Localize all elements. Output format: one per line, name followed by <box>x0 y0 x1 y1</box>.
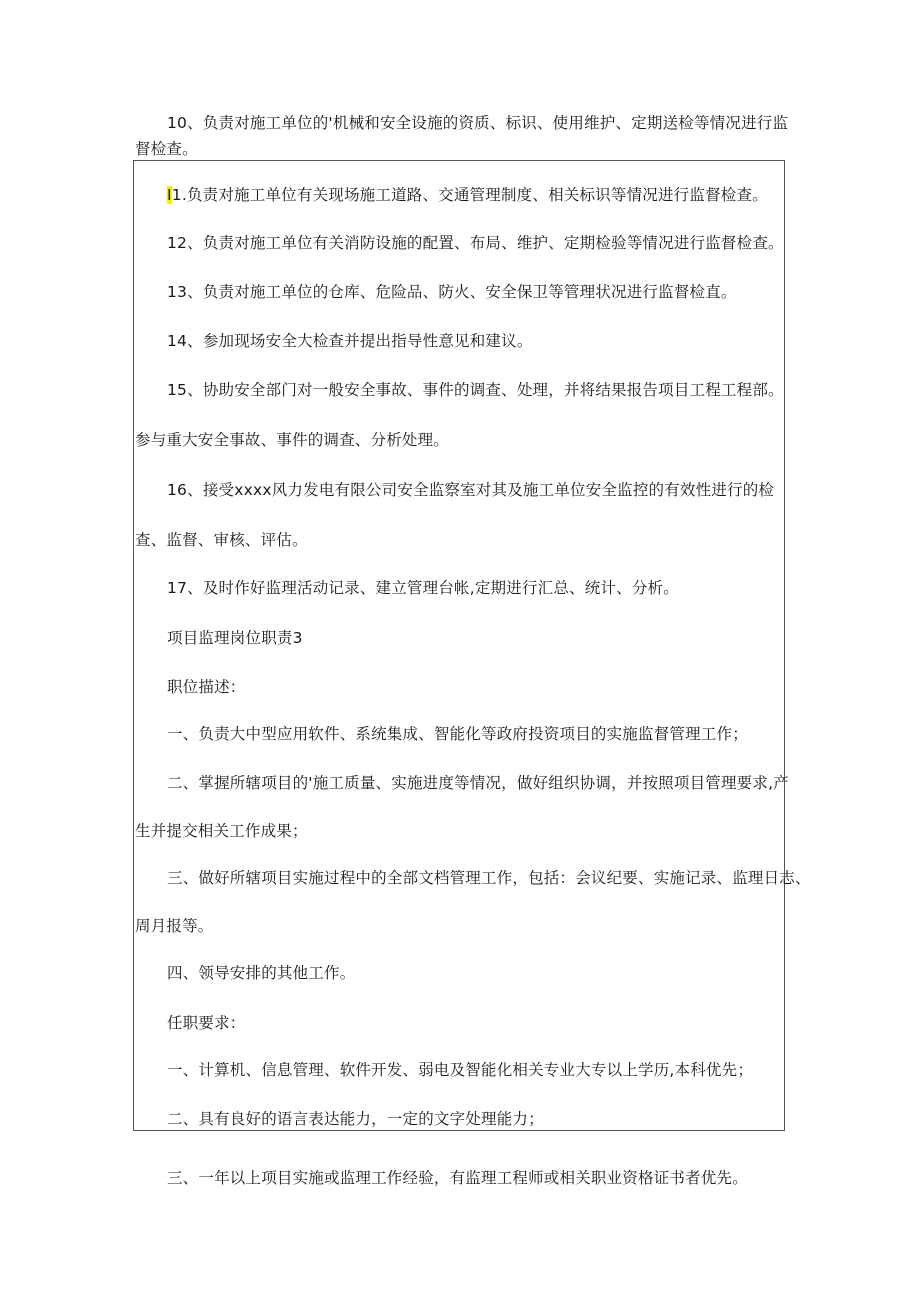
paragraph-15-line1: 15、协助安全部门对一般安全事故、事件的调查、处理，并将结果报告项目工程工程部。 <box>167 381 784 399</box>
paragraph-17: 17、及时作好监理活动记录、建立管理台帐,定期进行汇总、统计、分析。 <box>167 579 679 597</box>
paragraph-12: 12、负责对施工单位有关消防设施的配置、布局、维护、定期检验等情况进行监督检查。 <box>167 234 784 252</box>
duty-4: 四、领导安排的其他工作。 <box>167 964 356 982</box>
requirements-label: 任职要求： <box>167 1014 246 1032</box>
requirement-3: 三、一年以上项目实施或监理工作经验，有监理工程师或相关职业资格证书者优先。 <box>167 1169 748 1187</box>
paragraph-13: 13、负责对施工单位的仓库、危险品、防火、安全保卫等管理状况进行监督检直。 <box>167 283 737 301</box>
paragraph-16-line1: 16、接受xxxx风力发电有限公司安全监察室对其及施工单位安全监控的有效性进行的检 <box>167 481 775 499</box>
duty-3-line2: 周月报等。 <box>135 917 214 935</box>
highlight-marker: I <box>167 186 172 204</box>
requirement-1: 一、计算机、信息管理、软件开发、弱电及智能化相关专业大专以上学历,本科优先； <box>167 1061 754 1079</box>
paragraph-14: 14、参加现场安全大检查并提出指导性意见和建议。 <box>167 332 533 350</box>
paragraph-10-line1: 10、负责对施工单位的'机械和安全设施的资质、标识、使用维护、定期送检等情况进行监 <box>167 114 789 132</box>
paragraph-15-line2: 参与重大安全事故、事件的调查、分析处理。 <box>135 431 450 449</box>
paragraph-16-line2: 查、监督、审核、评估。 <box>135 531 308 549</box>
paragraph-11 <box>167 185 768 205</box>
duty-2-line1: 二、掌握所辖项目的'施工质量、实施进度等情况，做好组织协调，并按照项目管理要求,产 <box>167 774 789 792</box>
section-heading: 项目监理岗位职责3 <box>167 629 303 647</box>
paragraph-11-text: 1.负责对施工单位有关现场施工道路、交通管理制度、相关标识等情况进行监督检查。 <box>171 186 768 204</box>
paragraph-10-line2: 督检查。 <box>135 140 198 158</box>
duty-2-line2: 生并提交相关工作成果； <box>135 822 308 840</box>
job-description-label: 职位描述： <box>167 678 246 696</box>
requirement-2: 二、具有良好的语言表达能力，一定的文字处理能力； <box>167 1110 544 1128</box>
duty-3-line1: 三、做好所辖项目实施过程中的全部文档管理工作，包括：会议纪要、实施记录、监理日志、 <box>167 869 811 887</box>
duty-1: 一、负责大中型应用软件、系统集成、智能化等政府投资项目的实施监督管理工作； <box>167 725 748 743</box>
